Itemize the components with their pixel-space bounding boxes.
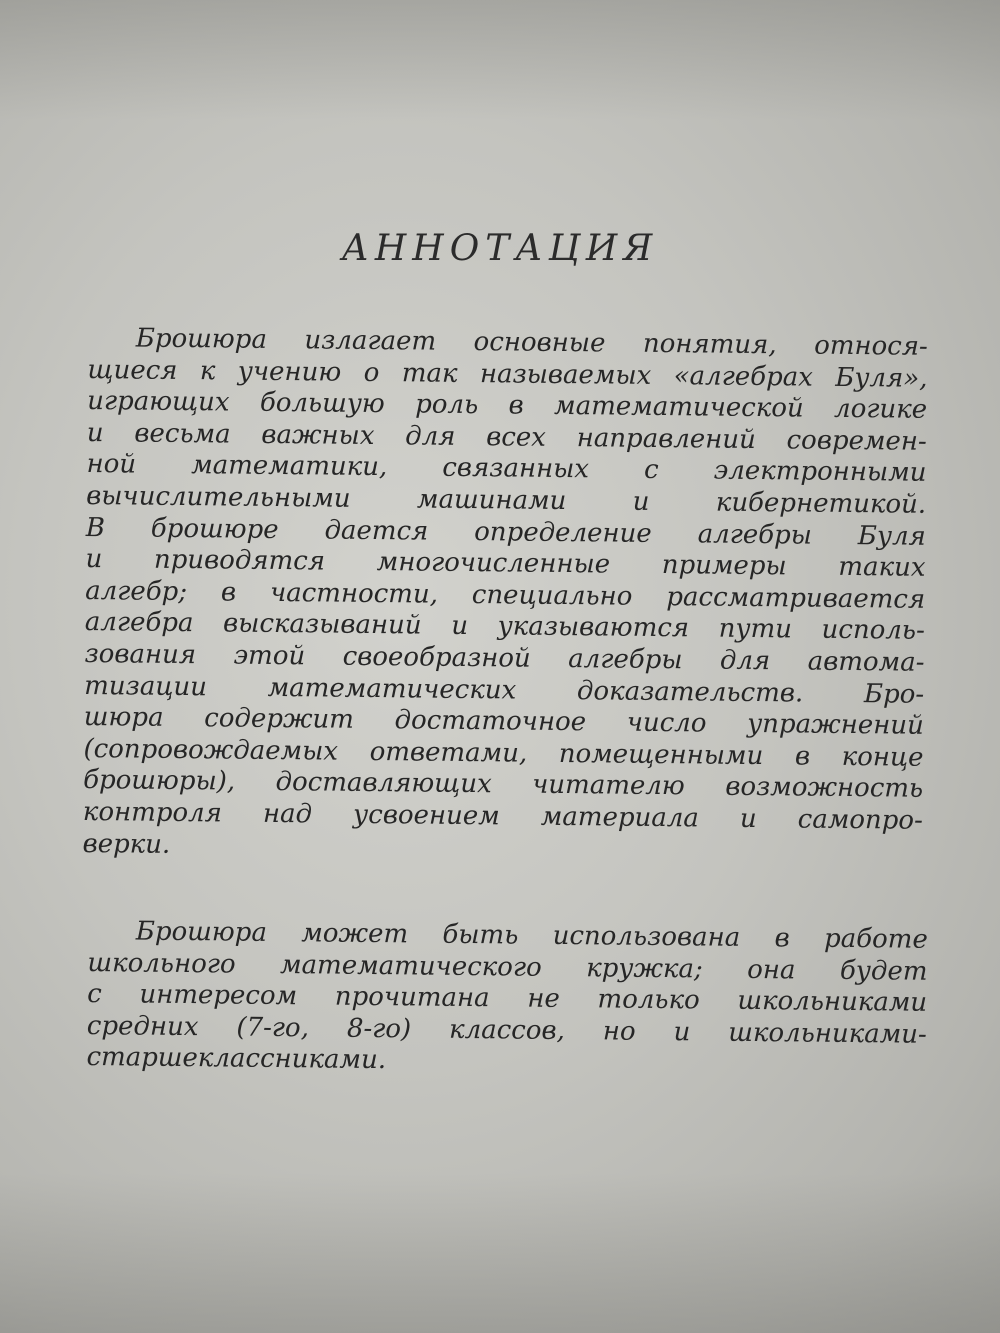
text-line: старшеклассниками.: [86, 1042, 387, 1076]
text-line: Брошюра может быть использована в работе: [135, 916, 928, 955]
annotation-paragraph-1: [82, 323, 928, 869]
annotation-paragraph-2: [86, 916, 928, 1083]
text-line: вычислительными машинами и кибернетикой.: [86, 480, 927, 520]
text-line: щиеся к учению о так называемых «алгебрах Буля»,: [87, 354, 928, 394]
text-line: и весьма важных для всех направлений современ-: [86, 417, 927, 457]
page-shadow-top: [0, 0, 1000, 120]
text-line: брошюры), доставляющих читателю возможность: [83, 765, 924, 805]
text-line: школьного математического кружка; она будет: [87, 947, 928, 987]
page-title: АННОТАЦИЯ: [341, 228, 659, 269]
page-shadow-bottom: [0, 1173, 1000, 1333]
text-line: с интересом прочитана не только школьниками: [87, 979, 928, 1018]
text-line: алгебра высказываний и указываются пути исполь-: [84, 607, 925, 647]
text-line: играющих большую роль в математической логике: [87, 386, 928, 425]
text-line: Брошюра излагает основные понятия, относя-: [135, 323, 928, 362]
text-line: ной математики, связанных с электронными: [86, 449, 927, 489]
text-line: В брошюре дается определение алгебры Буля: [85, 512, 926, 552]
text-line: контроля над усвоением материала и самопро-: [82, 796, 923, 836]
text-line: и приводятся многочисленные примеры таких: [85, 544, 926, 583]
text-line: алгебр; в частности, специально рассматривается: [85, 575, 926, 615]
text-line: верки.: [82, 828, 171, 860]
text-line: зования этой своеобразной алгебры для автома-: [84, 638, 925, 678]
text-line: тизации математических доказательств. Бро-: [84, 670, 925, 710]
text-line: шюра содержит достаточное число упражнений: [83, 702, 924, 741]
text-line: средних (7-го, 8-го) классов, но и школьниками-: [86, 1010, 927, 1050]
text-line: (сопровождаемых ответами, помещенными в конце: [83, 733, 924, 773]
